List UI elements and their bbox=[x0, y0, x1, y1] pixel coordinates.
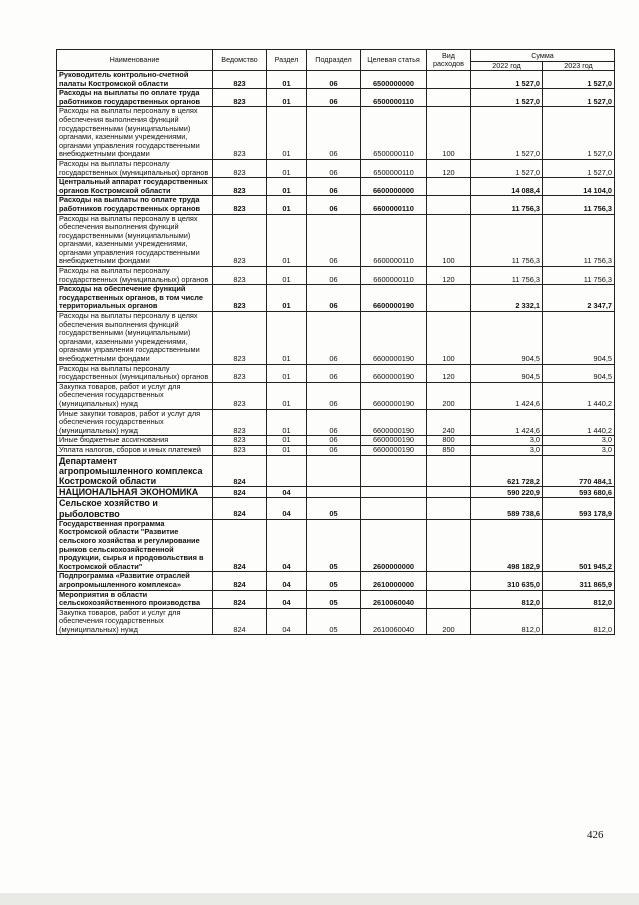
row-name: Расходы на выплаты персоналу в целях обеспечения выполнения функций государственными (муниципальными) органами, казенными учреждениями, органами управления государственными внебюджетными фондами bbox=[57, 312, 213, 365]
row-podrazdel: 06 bbox=[307, 409, 361, 436]
table-row bbox=[57, 572, 615, 590]
row-podrazdel: 06 bbox=[307, 267, 361, 285]
row-sum-2023: 11 756,3 bbox=[543, 214, 615, 267]
header-vedomstvo: Ведомство bbox=[213, 50, 267, 71]
row-sum-2022: 14 088,4 bbox=[471, 178, 543, 196]
row-name: Иные закупки товаров, работ и услуг для обеспечения государственных (муниципальных) нужд bbox=[57, 409, 213, 436]
row-tselevaya-statya: 6600000190 bbox=[361, 382, 427, 409]
row-sum-2023: 3,0 bbox=[543, 445, 615, 455]
row-vedomstvo: 823 bbox=[213, 436, 267, 446]
row-sum-2022: 590 220,9 bbox=[471, 487, 543, 498]
row-sum-2022: 1 527,0 bbox=[471, 71, 543, 89]
row-tselevaya-statya: 6600000190 bbox=[361, 364, 427, 382]
table-row bbox=[57, 107, 615, 160]
row-name: Руководитель контрольно-счетной палаты Костромской области bbox=[57, 71, 213, 89]
row-sum-2022: 621 728,2 bbox=[471, 455, 543, 487]
row-podrazdel: 06 bbox=[307, 436, 361, 446]
row-razdel: 01 bbox=[267, 159, 307, 177]
table-row bbox=[57, 409, 615, 436]
page-number: 426 bbox=[587, 829, 604, 841]
row-sum-2022: 1 424,6 bbox=[471, 382, 543, 409]
row-sum-2023: 770 484,1 bbox=[543, 455, 615, 487]
row-vid-raskhodov: 100 bbox=[427, 214, 471, 267]
row-sum-2022: 11 756,3 bbox=[471, 196, 543, 214]
row-podrazdel: 05 bbox=[307, 608, 361, 635]
row-podrazdel: 05 bbox=[307, 590, 361, 608]
row-podrazdel: 06 bbox=[307, 445, 361, 455]
table-row bbox=[57, 455, 615, 487]
row-name: Иные бюджетные ассигнования bbox=[57, 436, 213, 446]
row-name: Расходы на выплаты по оплате труда работников государственных органов bbox=[57, 89, 213, 107]
row-sum-2023: 812,0 bbox=[543, 590, 615, 608]
row-sum-2022: 498 182,9 bbox=[471, 519, 543, 572]
table-row bbox=[57, 159, 615, 177]
row-vedomstvo: 824 bbox=[213, 498, 267, 519]
table-row bbox=[57, 498, 615, 519]
row-vid-raskhodov bbox=[427, 455, 471, 487]
row-podrazdel: 06 bbox=[307, 214, 361, 267]
row-tselevaya-statya: 6600000190 bbox=[361, 285, 427, 312]
row-razdel: 01 bbox=[267, 214, 307, 267]
row-sum-2022: 11 756,3 bbox=[471, 267, 543, 285]
table-row bbox=[57, 364, 615, 382]
row-razdel: 01 bbox=[267, 409, 307, 436]
row-vid-raskhodov: 240 bbox=[427, 409, 471, 436]
row-vid-raskhodov bbox=[427, 590, 471, 608]
row-vid-raskhodov: 120 bbox=[427, 267, 471, 285]
table-row bbox=[57, 382, 615, 409]
row-sum-2023: 1 440,2 bbox=[543, 382, 615, 409]
row-vedomstvo: 823 bbox=[213, 89, 267, 107]
row-vid-raskhodov bbox=[427, 178, 471, 196]
row-vedomstvo: 824 bbox=[213, 487, 267, 498]
scan-bottom-edge bbox=[0, 893, 639, 905]
row-vid-raskhodov: 120 bbox=[427, 159, 471, 177]
row-sum-2022: 11 756,3 bbox=[471, 214, 543, 267]
header-2022: 2022 год bbox=[471, 62, 543, 71]
table-row bbox=[57, 445, 615, 455]
row-tselevaya-statya bbox=[361, 455, 427, 487]
row-sum-2022: 904,5 bbox=[471, 312, 543, 365]
row-sum-2023: 904,5 bbox=[543, 312, 615, 365]
row-vid-raskhodov: 200 bbox=[427, 608, 471, 635]
row-name: Уплата налогов, сборов и иных платежей bbox=[57, 445, 213, 455]
row-podrazdel: 06 bbox=[307, 364, 361, 382]
table-body bbox=[57, 71, 615, 635]
row-vedomstvo: 823 bbox=[213, 382, 267, 409]
row-name: Расходы на обеспечение функций государственных органов, в том числе территориальных органов bbox=[57, 285, 213, 312]
row-sum-2022: 1 527,0 bbox=[471, 159, 543, 177]
row-vedomstvo: 823 bbox=[213, 214, 267, 267]
row-vedomstvo: 823 bbox=[213, 409, 267, 436]
table-row bbox=[57, 196, 615, 214]
table-row bbox=[57, 214, 615, 267]
row-razdel: 04 bbox=[267, 519, 307, 572]
row-vid-raskhodov bbox=[427, 498, 471, 519]
row-razdel: 01 bbox=[267, 107, 307, 160]
row-vedomstvo: 824 bbox=[213, 608, 267, 635]
row-sum-2023: 501 945,2 bbox=[543, 519, 615, 572]
row-tselevaya-statya: 6500000110 bbox=[361, 107, 427, 160]
row-razdel: 01 bbox=[267, 364, 307, 382]
header-razdel: Раздел bbox=[267, 50, 307, 71]
row-razdel: 01 bbox=[267, 382, 307, 409]
row-sum-2022: 812,0 bbox=[471, 590, 543, 608]
row-sum-2023: 1 440,2 bbox=[543, 409, 615, 436]
row-name: Закупка товаров, работ и услуг для обеспечения государственных (муниципальных) нужд bbox=[57, 608, 213, 635]
row-tselevaya-statya: 2610000000 bbox=[361, 572, 427, 590]
row-sum-2022: 1 527,0 bbox=[471, 107, 543, 160]
row-tselevaya-statya: 6600000190 bbox=[361, 312, 427, 365]
row-sum-2023: 11 756,3 bbox=[543, 267, 615, 285]
row-razdel: 04 bbox=[267, 608, 307, 635]
row-sum-2022: 1 424,6 bbox=[471, 409, 543, 436]
row-tselevaya-statya: 6500000000 bbox=[361, 71, 427, 89]
row-razdel: 04 bbox=[267, 572, 307, 590]
row-vid-raskhodov: 100 bbox=[427, 312, 471, 365]
table-row bbox=[57, 178, 615, 196]
row-razdel: 01 bbox=[267, 89, 307, 107]
table-row bbox=[57, 608, 615, 635]
row-vedomstvo: 824 bbox=[213, 519, 267, 572]
table-header bbox=[57, 50, 615, 71]
row-vedomstvo: 824 bbox=[213, 590, 267, 608]
row-sum-2023: 812,0 bbox=[543, 608, 615, 635]
row-vid-raskhodov: 100 bbox=[427, 107, 471, 160]
row-name: Расходы на выплаты персоналу в целях обеспечения выполнения функций государственными (муниципальными) органами, казенными учреждениями, органами управления государственными внебюджетными фондами bbox=[57, 214, 213, 267]
row-razdel: 04 bbox=[267, 498, 307, 519]
row-sum-2022: 310 635,0 bbox=[471, 572, 543, 590]
row-tselevaya-statya: 6600000110 bbox=[361, 267, 427, 285]
table-row bbox=[57, 487, 615, 498]
row-razdel: 01 bbox=[267, 445, 307, 455]
table-row bbox=[57, 89, 615, 107]
row-podrazdel: 05 bbox=[307, 498, 361, 519]
row-vid-raskhodov: 120 bbox=[427, 364, 471, 382]
table-row bbox=[57, 71, 615, 89]
row-vedomstvo: 823 bbox=[213, 71, 267, 89]
row-vedomstvo: 824 bbox=[213, 455, 267, 487]
row-vedomstvo: 823 bbox=[213, 267, 267, 285]
row-vedomstvo: 823 bbox=[213, 285, 267, 312]
row-vedomstvo: 823 bbox=[213, 196, 267, 214]
row-razdel: 01 bbox=[267, 71, 307, 89]
row-sum-2023: 904,5 bbox=[543, 364, 615, 382]
row-vid-raskhodov bbox=[427, 572, 471, 590]
row-name: Подпрограмма «Развитие отраслей агропромышленного комплекса» bbox=[57, 572, 213, 590]
row-vedomstvo: 823 bbox=[213, 445, 267, 455]
row-name: Сельское хозяйство и рыболовство bbox=[57, 498, 213, 519]
header-tselevaya-statya: Целевая статья bbox=[361, 50, 427, 71]
row-tselevaya-statya: 6500000110 bbox=[361, 89, 427, 107]
table-row bbox=[57, 436, 615, 446]
table-row bbox=[57, 519, 615, 572]
row-podrazdel: 06 bbox=[307, 285, 361, 312]
row-vid-raskhodov bbox=[427, 487, 471, 498]
row-tselevaya-statya: 6600000190 bbox=[361, 436, 427, 446]
row-podrazdel: 06 bbox=[307, 89, 361, 107]
row-vid-raskhodov: 800 bbox=[427, 436, 471, 446]
row-podrazdel: 05 bbox=[307, 519, 361, 572]
row-tselevaya-statya: 6600000110 bbox=[361, 214, 427, 267]
row-vedomstvo: 823 bbox=[213, 178, 267, 196]
row-sum-2023: 593 680,6 bbox=[543, 487, 615, 498]
row-podrazdel: 05 bbox=[307, 572, 361, 590]
row-sum-2022: 589 738,6 bbox=[471, 498, 543, 519]
row-razdel: 01 bbox=[267, 312, 307, 365]
row-sum-2023: 14 104,0 bbox=[543, 178, 615, 196]
header-summa: Сумма bbox=[471, 50, 615, 62]
row-vid-raskhodov bbox=[427, 71, 471, 89]
row-name: Расходы на выплаты по оплате труда работников государственных органов bbox=[57, 196, 213, 214]
row-sum-2023: 3,0 bbox=[543, 436, 615, 446]
header-name: Наименование bbox=[57, 50, 213, 71]
row-vid-raskhodov: 850 bbox=[427, 445, 471, 455]
table-row bbox=[57, 590, 615, 608]
row-tselevaya-statya: 6600000000 bbox=[361, 178, 427, 196]
row-tselevaya-statya: 2610060040 bbox=[361, 608, 427, 635]
row-sum-2023: 1 527,0 bbox=[543, 89, 615, 107]
row-podrazdel: 06 bbox=[307, 178, 361, 196]
table-row bbox=[57, 312, 615, 365]
row-podrazdel: 06 bbox=[307, 382, 361, 409]
row-sum-2023: 311 865,9 bbox=[543, 572, 615, 590]
row-tselevaya-statya: 6600000190 bbox=[361, 445, 427, 455]
row-sum-2022: 3,0 bbox=[471, 445, 543, 455]
row-vid-raskhodov bbox=[427, 285, 471, 312]
row-tselevaya-statya: 2600000000 bbox=[361, 519, 427, 572]
row-name: Расходы на выплаты персоналу государственных (муниципальных) органов bbox=[57, 159, 213, 177]
row-name: Расходы на выплаты персоналу в целях обеспечения выполнения функций государственными (муниципальными) органами, казенными учреждениями, органами управления государственными внебюджетными фондами bbox=[57, 107, 213, 160]
budget-table bbox=[56, 49, 615, 635]
row-razdel: 01 bbox=[267, 196, 307, 214]
row-vedomstvo: 824 bbox=[213, 572, 267, 590]
row-podrazdel: 06 bbox=[307, 71, 361, 89]
row-tselevaya-statya bbox=[361, 487, 427, 498]
row-tselevaya-statya bbox=[361, 498, 427, 519]
header-2023: 2023 год bbox=[543, 62, 615, 71]
row-razdel: 01 bbox=[267, 436, 307, 446]
row-sum-2022: 3,0 bbox=[471, 436, 543, 446]
row-tselevaya-statya: 2610060040 bbox=[361, 590, 427, 608]
row-razdel: 04 bbox=[267, 487, 307, 498]
row-sum-2023: 2 347,7 bbox=[543, 285, 615, 312]
row-name: Мероприятия в области сельскохозяйственного производства bbox=[57, 590, 213, 608]
row-vid-raskhodov bbox=[427, 519, 471, 572]
row-vid-raskhodov: 200 bbox=[427, 382, 471, 409]
row-sum-2022: 904,5 bbox=[471, 364, 543, 382]
row-vedomstvo: 823 bbox=[213, 107, 267, 160]
row-vedomstvo: 823 bbox=[213, 312, 267, 365]
row-razdel bbox=[267, 455, 307, 487]
row-razdel: 01 bbox=[267, 267, 307, 285]
row-sum-2023: 1 527,0 bbox=[543, 107, 615, 160]
row-name: НАЦИОНАЛЬНАЯ ЭКОНОМИКА bbox=[57, 487, 213, 498]
row-sum-2023: 593 178,9 bbox=[543, 498, 615, 519]
row-podrazdel: 06 bbox=[307, 159, 361, 177]
row-tselevaya-statya: 6600000190 bbox=[361, 409, 427, 436]
row-sum-2022: 812,0 bbox=[471, 608, 543, 635]
header-vid-raskhodov: Вид расходов bbox=[427, 50, 471, 71]
row-podrazdel: 06 bbox=[307, 107, 361, 160]
row-name: Закупка товаров, работ и услуг для обеспечения государственных (муниципальных) нужд bbox=[57, 382, 213, 409]
row-vedomstvo: 823 bbox=[213, 159, 267, 177]
row-sum-2023: 11 756,3 bbox=[543, 196, 615, 214]
row-podrazdel bbox=[307, 455, 361, 487]
row-name: Расходы на выплаты персоналу государственных (муниципальных) органов bbox=[57, 267, 213, 285]
row-name: Расходы на выплаты персоналу государственных (муниципальных) органов bbox=[57, 364, 213, 382]
row-razdel: 01 bbox=[267, 285, 307, 312]
row-podrazdel: 06 bbox=[307, 196, 361, 214]
row-name: Департамент агропромышленного комплекса Костромской области bbox=[57, 455, 213, 487]
row-sum-2022: 1 527,0 bbox=[471, 89, 543, 107]
row-sum-2023: 1 527,0 bbox=[543, 159, 615, 177]
row-tselevaya-statya: 6600000110 bbox=[361, 196, 427, 214]
row-vedomstvo: 823 bbox=[213, 364, 267, 382]
row-razdel: 04 bbox=[267, 590, 307, 608]
row-vid-raskhodov bbox=[427, 196, 471, 214]
row-podrazdel bbox=[307, 487, 361, 498]
row-sum-2022: 2 332,1 bbox=[471, 285, 543, 312]
row-name: Государственная программа Костромской области "Развитие сельского хозяйства и регулирование рынков сельскохозяйственной продукции, сырья и продовольствия в Костромской области" bbox=[57, 519, 213, 572]
row-podrazdel: 06 bbox=[307, 312, 361, 365]
row-tselevaya-statya: 6500000110 bbox=[361, 159, 427, 177]
row-razdel: 01 bbox=[267, 178, 307, 196]
table-row bbox=[57, 267, 615, 285]
header-podrazdel: Подраздел bbox=[307, 50, 361, 71]
row-vid-raskhodov bbox=[427, 89, 471, 107]
row-sum-2023: 1 527,0 bbox=[543, 71, 615, 89]
table-row bbox=[57, 285, 615, 312]
row-name: Центральный аппарат государственных органов Костромской области bbox=[57, 178, 213, 196]
